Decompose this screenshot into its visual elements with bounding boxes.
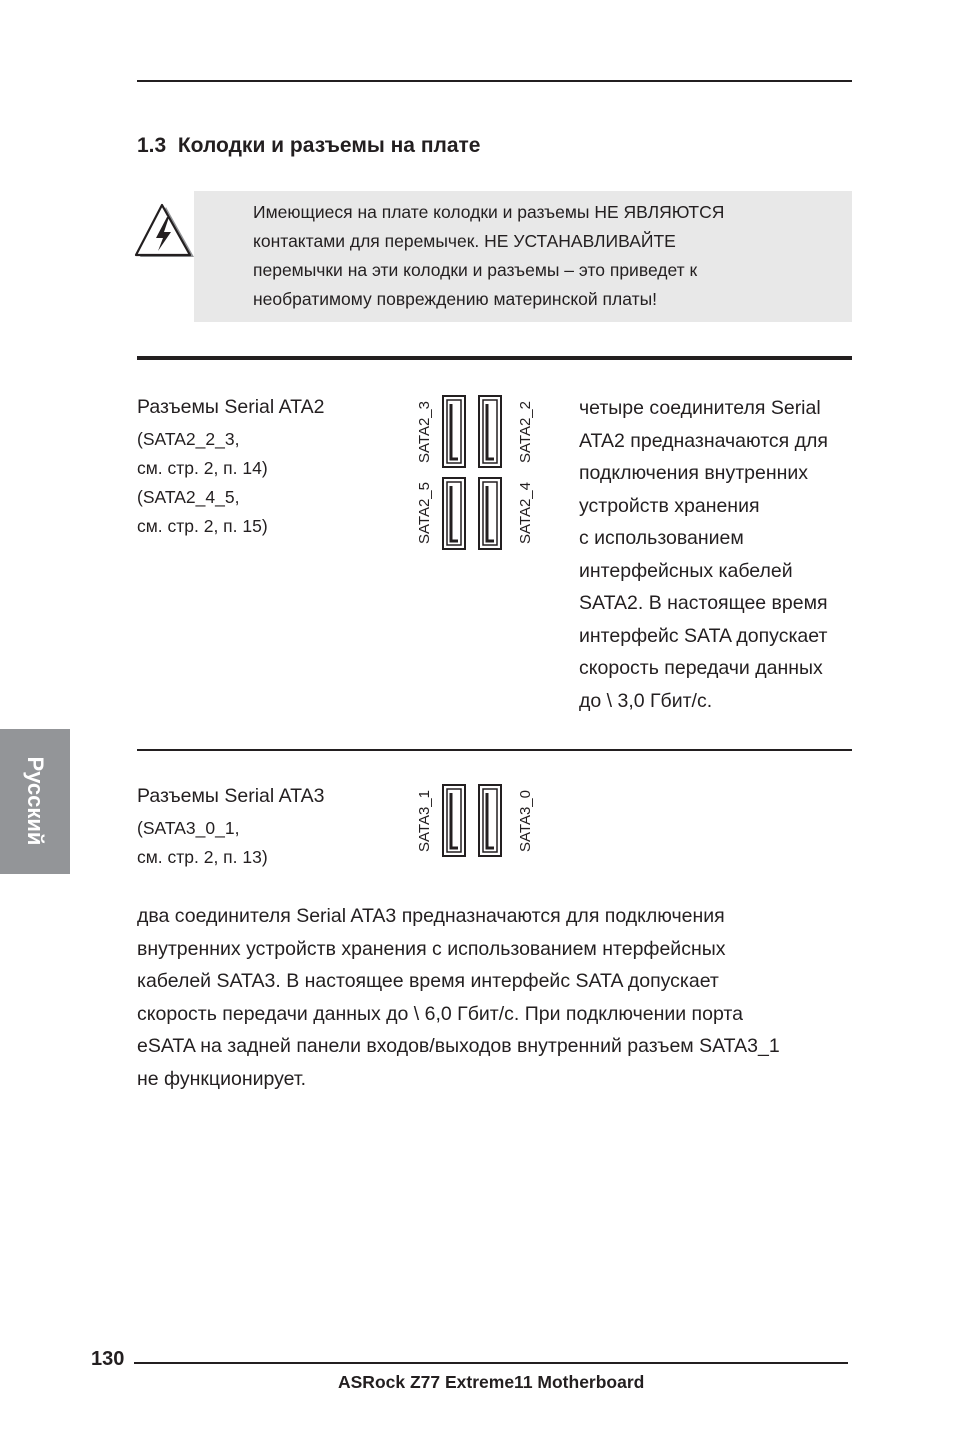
- sata2-connector-top-right: [479, 396, 501, 467]
- label-sata2-4: SATA2_4: [517, 482, 534, 544]
- section-heading: 1.3 Колодки и разъемы на плате: [137, 134, 481, 157]
- sata3-description: [137, 900, 857, 1095]
- label-sata2-5: SATA2_5: [416, 482, 433, 544]
- sata2-description: [579, 392, 855, 717]
- sata3-desc-line: скорость передачи данных до \ 6,0 Гбит/с. При подключении порта: [137, 1002, 743, 1025]
- sata2-desc-line: ATA2 предназначаются для: [579, 429, 828, 452]
- sata3-connector-left: [443, 785, 465, 856]
- footer-rule: [134, 1362, 848, 1364]
- sata2-desc-line: до \ 3,0 Гбит/с.: [579, 689, 713, 712]
- sata3-desc-line: два соединителя Serial ATA3 предназначаются для подключения: [137, 905, 725, 927]
- sata3-connector-right: [479, 785, 501, 856]
- sata2-desc-line: интерфейс SATA допускает: [579, 624, 828, 647]
- warning-text: [253, 198, 843, 314]
- sata2-connector-bottom-left: [443, 478, 465, 549]
- sata3-ref-line: см. стр. 2, п. 13): [137, 847, 268, 867]
- section-divider-thin: [137, 749, 852, 751]
- sata3-refs: [137, 814, 268, 872]
- sata2-desc-line: подключения внутренних: [579, 462, 809, 484]
- sata2-ref-line: (SATA2_2_3,: [137, 429, 240, 449]
- sata2-desc-line: устройств хранения: [579, 494, 760, 517]
- label-sata3-1: SATA3_1: [416, 790, 433, 852]
- sata2-title: Разъемы Serial ATA2: [137, 396, 325, 418]
- sata3-desc-line: не функционирует.: [137, 1067, 307, 1090]
- language-side-tab: [0, 729, 70, 874]
- warning-line: необратимому повреждению материнской платы!: [253, 289, 658, 309]
- page-number: 130: [91, 1348, 125, 1370]
- top-rule: [137, 80, 852, 82]
- warning-line: Имеющиеся на плате колодки и разъемы НЕ ЯВЛЯЮТСЯ: [253, 202, 725, 222]
- sata3-ref-line: (SATA3_0_1,: [137, 818, 240, 838]
- footer-title: ASRock Z77 Extreme11 Motherboard: [338, 1372, 645, 1392]
- sata2-desc-line: SATA2. В настоящее время: [579, 592, 828, 614]
- sata3-desc-line: кабелей SATA3. В настоящее время интерфейс SATA допускает: [137, 970, 719, 992]
- language-side-tab-label: Русский: [23, 756, 48, 846]
- sata2-connector-bottom-right: [479, 478, 501, 549]
- sata3-connector-diagram: [405, 781, 545, 861]
- sata2-desc-line: скорость передачи данных: [579, 657, 823, 679]
- section-divider-thick: [137, 356, 852, 360]
- sata2-desc-line: с использованием: [579, 527, 744, 549]
- label-sata2-2: SATA2_2: [517, 401, 534, 463]
- sata3-desc-line: внутренних устройств хранения с использованием нтерфейсных: [137, 937, 726, 960]
- sata2-ref-line: (SATA2_4_5,: [137, 487, 240, 507]
- sata2-connector-top-left: [443, 396, 465, 467]
- sata2-desc-line: четыре соединителя Serial: [579, 397, 821, 419]
- sata3-desc-line: eSATA на задней панели входов/выходов внутренний разъем SATA3_1: [137, 1035, 780, 1057]
- warning-line: контактами для перемычек. НЕ УСТАНАВЛИВАЙТЕ: [253, 231, 676, 251]
- sata2-ref-line: см. стр. 2, п. 15): [137, 516, 268, 536]
- sata2-desc-line: интерфейсных кабелей: [579, 559, 793, 582]
- label-sata3-0: SATA3_0: [517, 790, 534, 852]
- label-sata2-3: SATA2_3: [416, 401, 433, 463]
- sata3-title: Разъемы Serial ATA3: [137, 785, 325, 807]
- sata2-ref-line: см. стр. 2, п. 14): [137, 458, 268, 478]
- warning-line: перемычки на эти колодки и разъемы – это приведет к: [253, 260, 698, 280]
- sata2-connector-diagram: [405, 392, 545, 554]
- warning-triangle-lightning-icon: [132, 201, 196, 261]
- sata2-refs: [137, 425, 268, 541]
